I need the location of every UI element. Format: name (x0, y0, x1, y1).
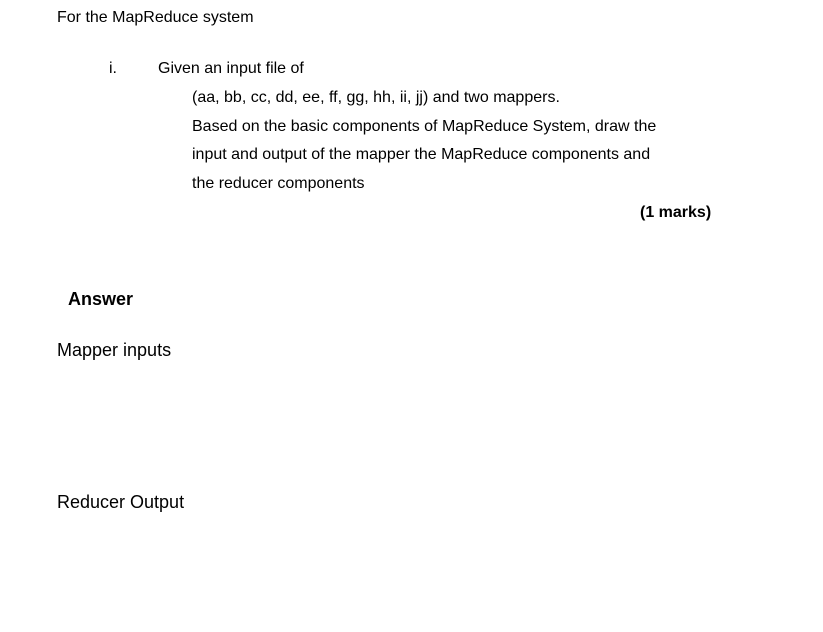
question-line: Based on the basic components of MapReduce System, draw the (192, 118, 657, 135)
reducer-output-label: Reducer Output (57, 492, 185, 512)
question-line: (aa, bb, cc, dd, ee, ff, gg, hh, ii, jj) and two mappers. (192, 89, 560, 106)
mapper-inputs-label: Mapper inputs (57, 340, 172, 360)
question-line: input and output of the mapper the MapReduce components and (192, 146, 651, 163)
question-line: the reducer components (192, 175, 365, 192)
intro-text: For the MapReduce system (57, 9, 254, 26)
question-line: Given an input file of (158, 60, 304, 77)
question-number: i. (109, 60, 117, 77)
answer-heading: Answer (68, 289, 134, 309)
marks-label: (1 marks) (640, 204, 712, 221)
